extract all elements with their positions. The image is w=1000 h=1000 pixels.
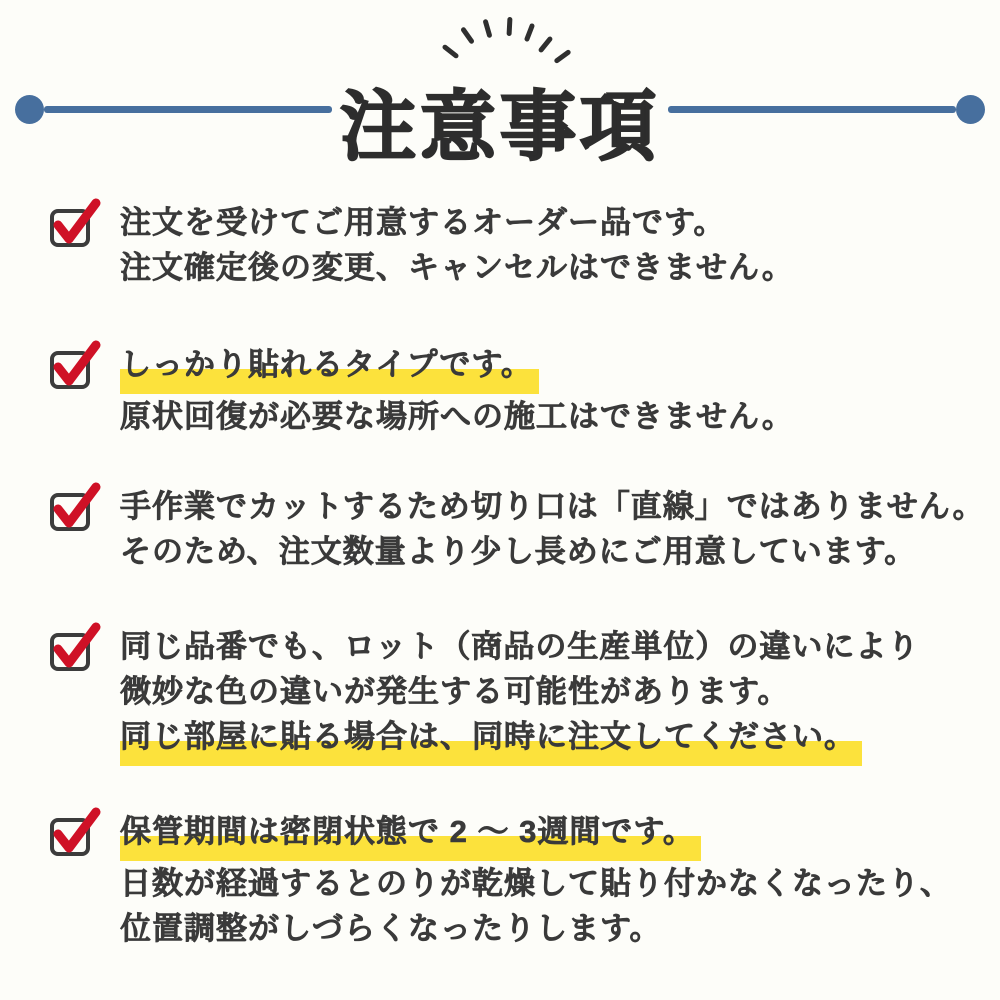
red-checkmark — [58, 345, 96, 381]
notice-item-text — [120, 624, 919, 766]
notice-line — [120, 669, 919, 714]
plain-text: 注文を受けてご用意するオーダー品です。 — [120, 205, 726, 240]
notice-line — [120, 245, 794, 290]
ray-stroke — [538, 36, 554, 54]
notice-item-text — [120, 809, 952, 951]
plain-text: 同じ品番でも、ロット（商品の生産単位）の違いにより — [120, 629, 920, 664]
red-checkmark — [58, 487, 96, 523]
notice-line — [120, 529, 985, 574]
notice-line — [120, 484, 985, 529]
right-end-dot — [956, 95, 985, 124]
ray-stroke — [460, 26, 475, 44]
highlighted-text: 保管期間は密閉状態で 2 〜 3週間です。 — [120, 809, 701, 861]
checked-checkbox-icon — [48, 807, 104, 859]
plain-text: 手作業でカットするため切り口は「直線」ではありません。 — [120, 489, 985, 524]
notice-item — [48, 342, 794, 439]
right-divider-line — [668, 106, 956, 113]
notice-line — [120, 906, 952, 951]
checked-checkbox-icon — [48, 198, 104, 250]
notice-line — [120, 342, 794, 394]
page-title: 注意事項 — [340, 85, 660, 170]
notice-item — [48, 484, 985, 574]
highlighted-text: しっかり貼れるタイプです。 — [120, 342, 539, 394]
red-checkmark — [58, 203, 96, 239]
plain-text: 日数が経過するとのりが乾燥して貼り付かなくなったり、 — [120, 866, 952, 901]
notice-line — [120, 394, 794, 439]
plain-text: 注文確定後の変更、キャンセルはできません。 — [120, 250, 794, 285]
checked-checkbox-icon — [48, 340, 104, 392]
notice-item — [48, 624, 919, 766]
plain-text: 原状回復が必要な場所への施工はできません。 — [120, 399, 794, 434]
red-checkmark — [58, 812, 96, 848]
notice-line — [120, 714, 919, 766]
notice-item-text — [120, 484, 985, 574]
notice-line — [120, 200, 794, 245]
ray-stroke — [524, 23, 535, 43]
ray-stroke — [441, 44, 459, 60]
plain-text: そのため、注文数量より少し長めにご用意しています。 — [120, 534, 917, 569]
red-checkmark — [58, 627, 96, 663]
notice-item — [48, 809, 952, 951]
checked-checkbox-icon — [48, 482, 104, 534]
ray-stroke — [482, 19, 492, 39]
notice-item-text — [120, 342, 794, 439]
plain-text: 微妙な色の違いが発生する可能性があります。 — [120, 674, 790, 709]
notice-line — [120, 809, 952, 861]
emphasis-rays-icon — [0, 0, 1000, 70]
checked-checkbox-icon — [48, 622, 104, 674]
ray-stroke — [553, 49, 571, 64]
notice-line — [120, 861, 952, 906]
plain-text: 位置調整がしづらくなったりします。 — [120, 911, 662, 946]
notice-line — [120, 624, 919, 669]
highlighted-text: 同じ部屋に貼る場合は、同時に注文してください。 — [120, 714, 862, 766]
ray-stroke — [507, 17, 513, 36]
notice-item — [48, 200, 794, 290]
notice-item-text — [120, 200, 794, 290]
